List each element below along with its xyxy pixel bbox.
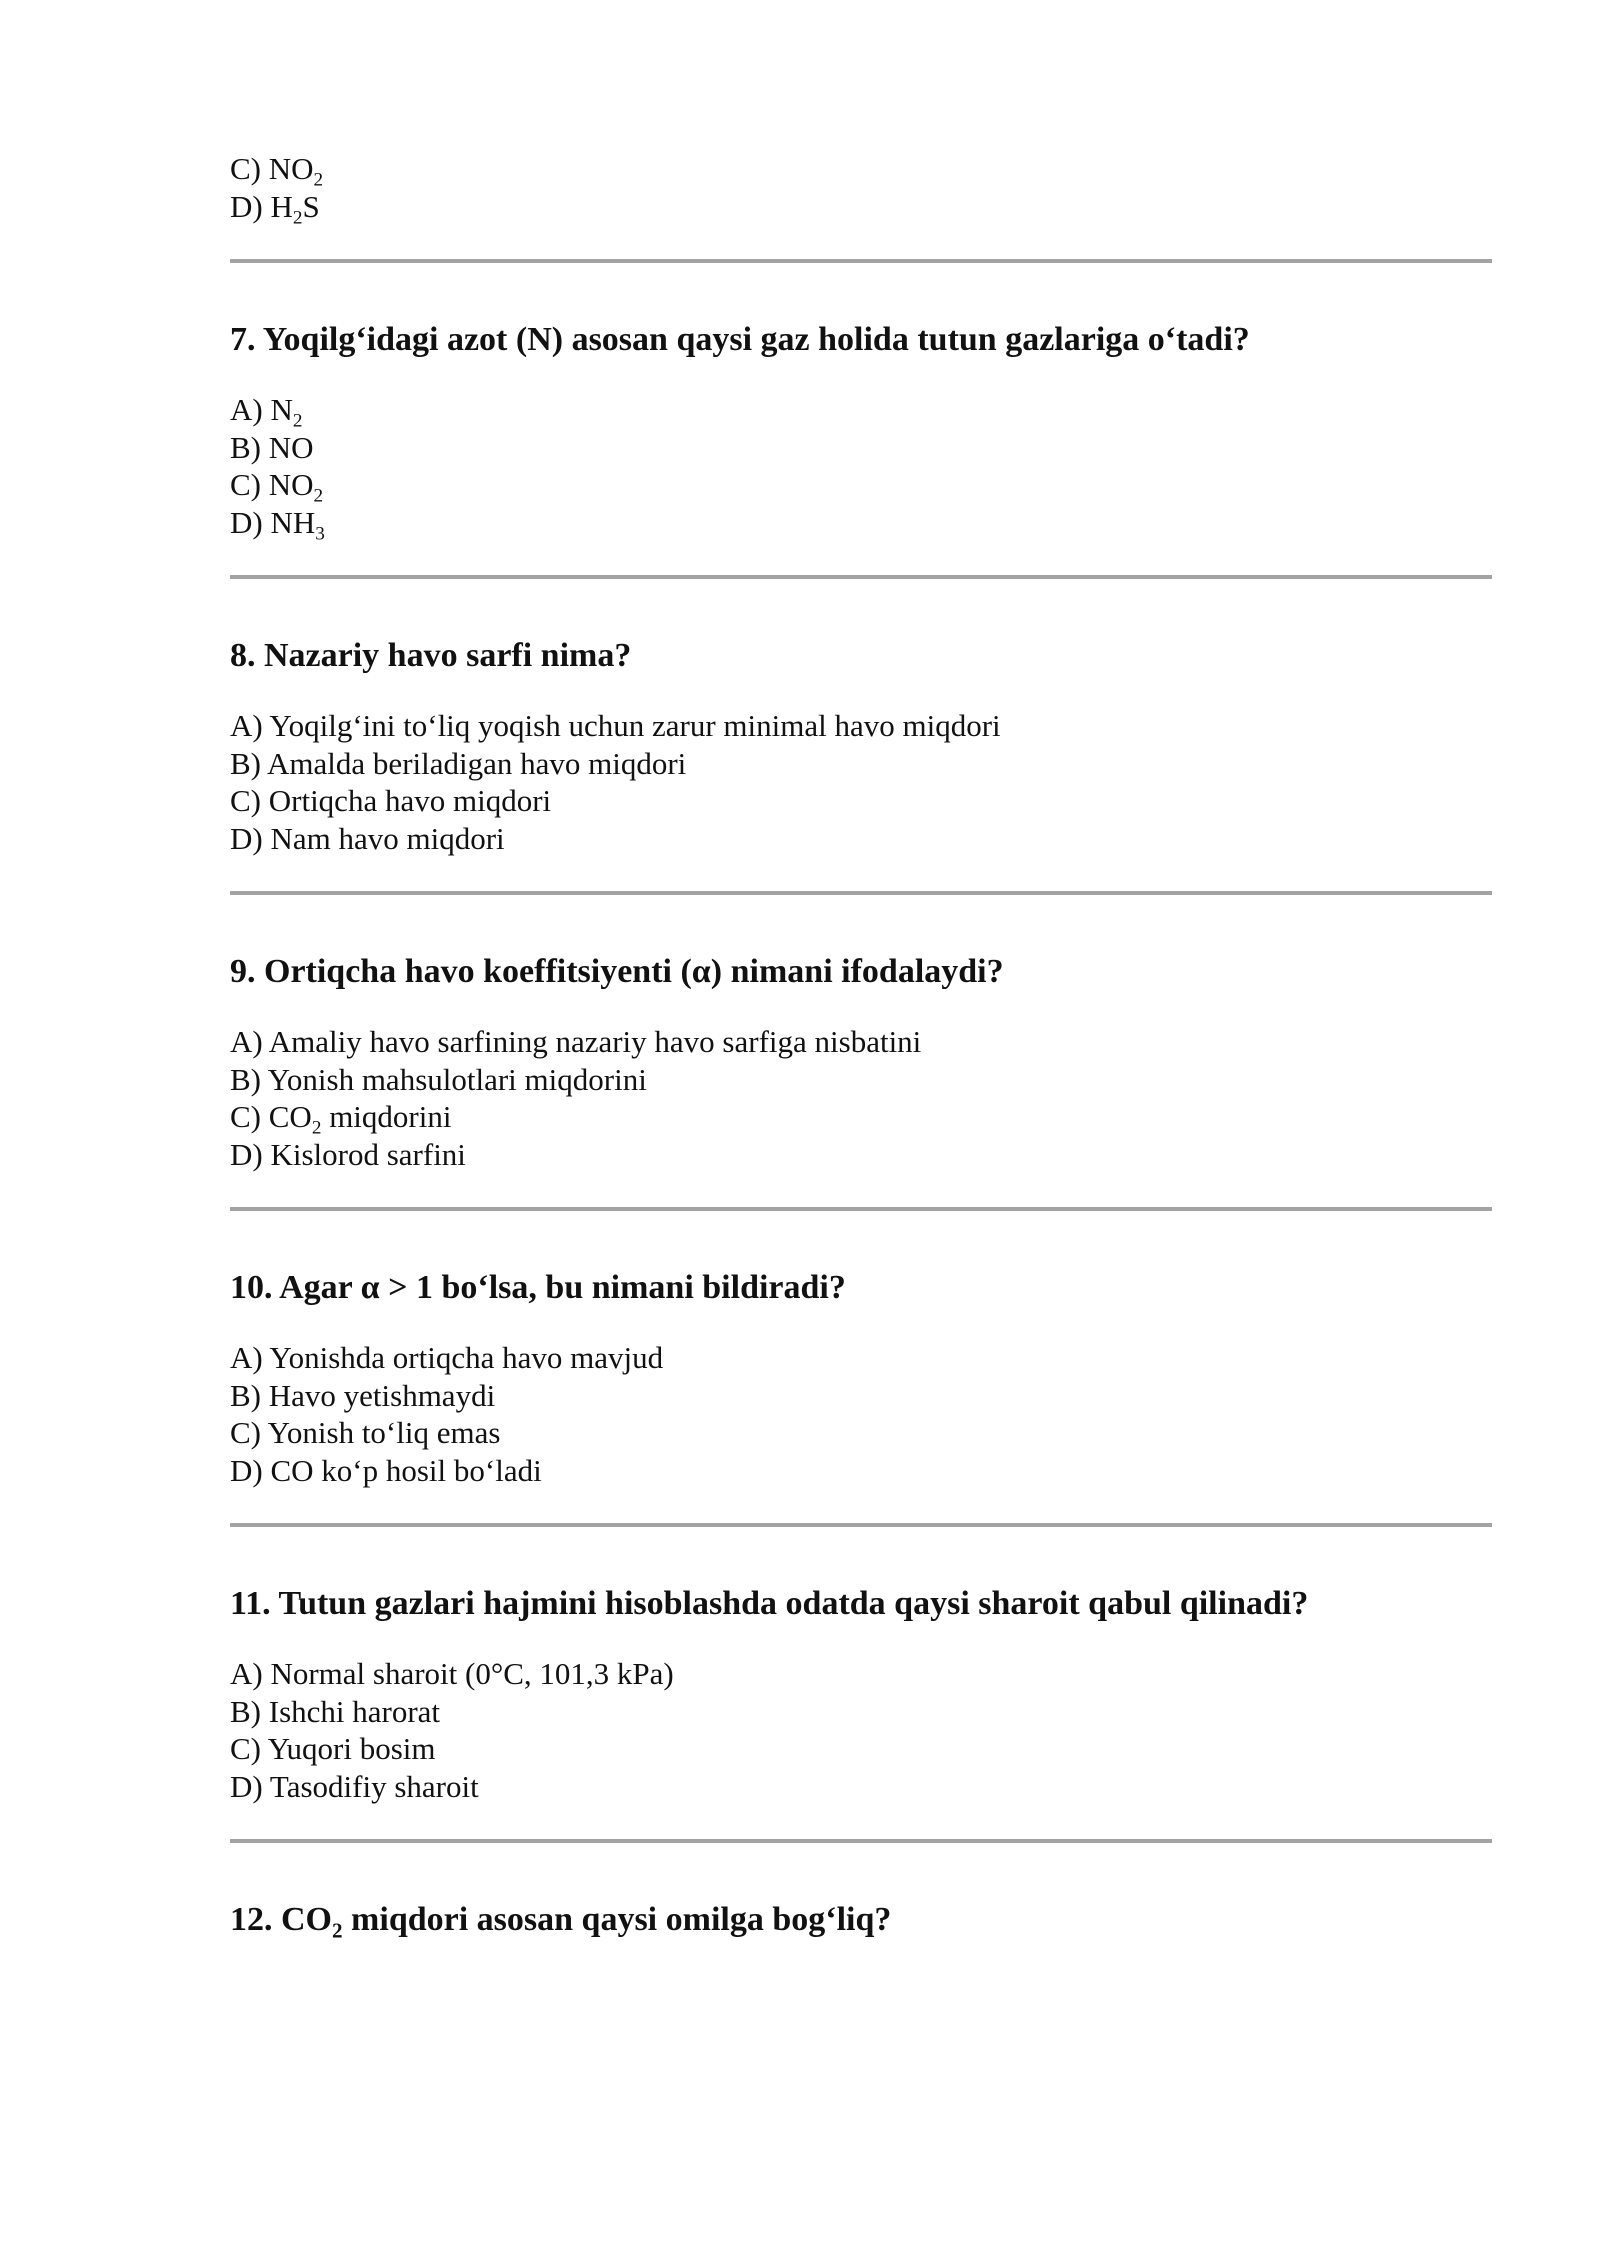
- question-block-7: [230, 319, 1492, 545]
- divider: [230, 575, 1492, 579]
- option-b: B) Amalda beriladigan havo miqdori: [230, 745, 687, 781]
- option-b: B) Yonish mahsulotlari miqdorini: [230, 1061, 647, 1097]
- question-title: 12. $CO_2$ miqdori asosan qaysi omilga bog‘liq?: [230, 1901, 892, 1943]
- divider: [230, 891, 1492, 895]
- question-title: 7. Yoqilg‘idagi azot (N) asosan qaysi gaz holida tutun gazlariga o‘tadi?: [230, 321, 1250, 358]
- divider: [230, 259, 1492, 263]
- option-a: A) Yoqilg‘ini to‘liq yoqish uchun zarur minimal havo miqdori: [230, 708, 1001, 743]
- option-c: C) $CO_2$ miqdorini: [230, 1099, 452, 1139]
- option-c: C) $NO_2$: [230, 467, 324, 507]
- question-block-11: [230, 1583, 1492, 1805]
- option-b: B) Havo yetishmaydi: [230, 1377, 496, 1413]
- divider: [230, 1839, 1492, 1843]
- question-block-12: [230, 1899, 1492, 1941]
- option-c: C) Ortiqcha havo miqdori: [230, 783, 552, 818]
- option-d: D) Kislorod sarfini: [230, 1136, 466, 1172]
- question-block-10: [230, 1267, 1492, 1489]
- quiz-content: [230, 150, 1492, 1971]
- option-d: D) $H_2S$: [230, 188, 320, 229]
- option-a: A) Normal sharoit (0°C, 101,3 kPa): [230, 1656, 674, 1691]
- options-list: [230, 1655, 1492, 1805]
- option-c: C) $NO_2$: [230, 151, 324, 191]
- option-c: C) Yonish to‘liq emas: [230, 1415, 501, 1450]
- option-d: D) CO ko‘p hosil bo‘ladi: [230, 1452, 542, 1488]
- option-d: D) Nam havo miqdori: [230, 820, 505, 856]
- question-title: 8. Nazariy havo sarfi nima?: [230, 637, 632, 674]
- divider: [230, 1523, 1492, 1527]
- options-list: [230, 391, 1492, 545]
- question-title: 11. Tutun gazlari hajmini hisoblashda odatda qaysi sharoit qabul qilinadi?: [230, 1585, 1309, 1622]
- question-block-8: [230, 635, 1492, 857]
- option-b: B) Ishchi harorat: [230, 1693, 441, 1729]
- option-a: A) $N_2$: [230, 392, 303, 432]
- question-block-9: [230, 951, 1492, 1173]
- options-list: [230, 707, 1492, 857]
- option-a: A) Amaliy havo sarfining nazariy havo sarfiga nisbatini: [230, 1024, 922, 1059]
- options-list: [230, 1339, 1492, 1489]
- option-c: C) Yuqori bosim: [230, 1731, 436, 1766]
- question-title: 9. Ortiqcha havo koeffitsiyenti (α) nimani ifodalaydi?: [230, 953, 1004, 990]
- option-d: D) $NH_3$: [230, 504, 325, 545]
- options-list: [230, 1023, 1492, 1173]
- question-title: 10. Agar α > 1 bo‘lsa, bu nimani bildiradi?: [230, 1269, 846, 1306]
- top-options: [230, 150, 1492, 229]
- option-a: A) Yonishda ortiqcha havo mavjud: [230, 1340, 664, 1375]
- option-d: D) Tasodifiy sharoit: [230, 1768, 479, 1804]
- divider: [230, 1207, 1492, 1211]
- option-b: B) NO: [230, 429, 314, 465]
